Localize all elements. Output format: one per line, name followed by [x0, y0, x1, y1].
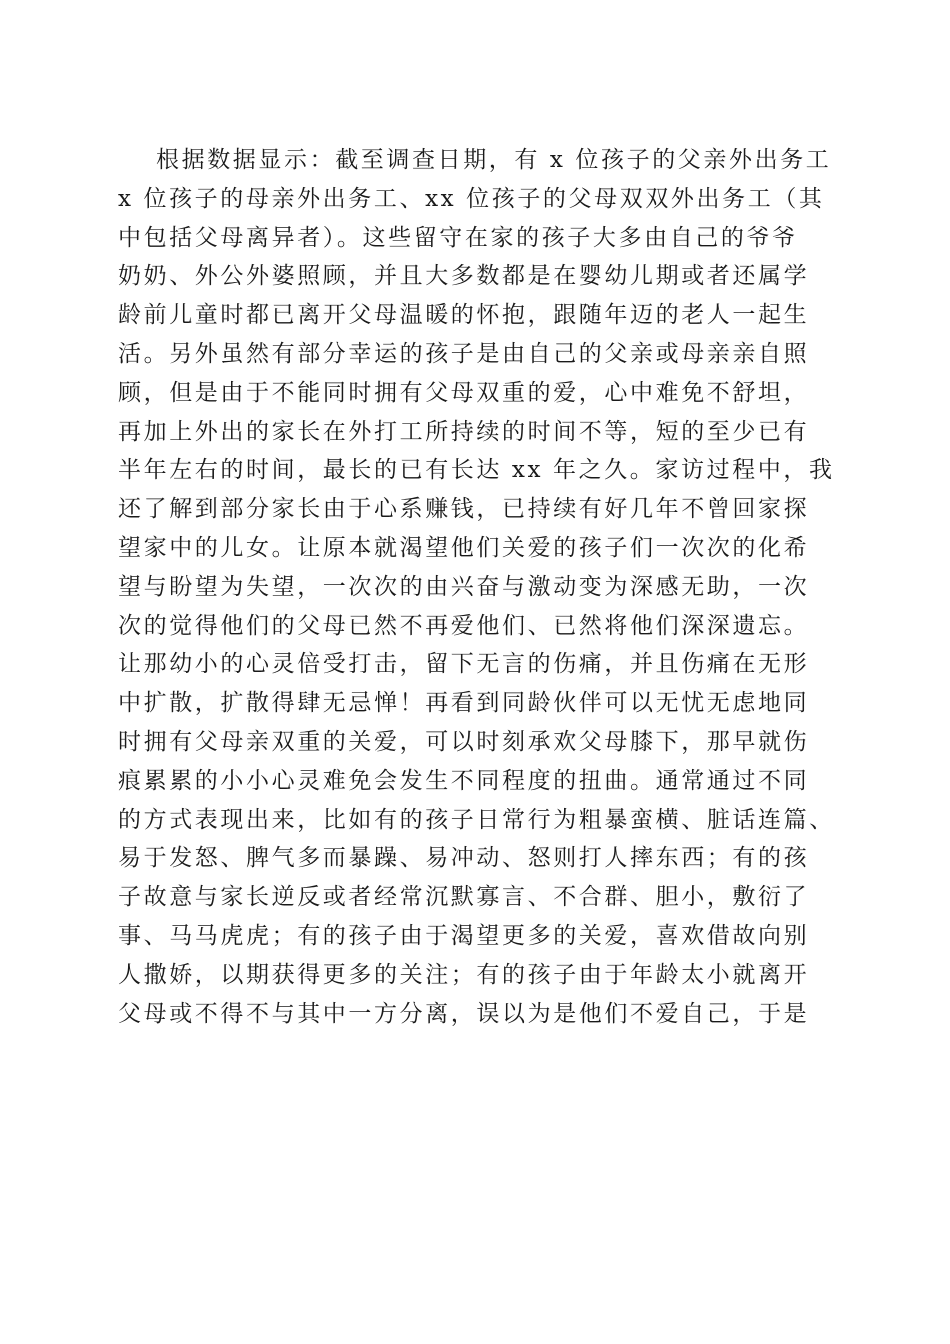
paragraph-line: 子故意与家长逆反或者经常沉默寡言、不合群、胆小，敷衍了	[118, 884, 810, 911]
paragraph-line: 时拥有父母亲双重的关爱，可以时刻承欢父母膝下，那早就伤	[118, 728, 810, 755]
paragraph-line: 中扩散，扩散得肆无忌惮！再看到同龄伙伴可以无忧无虑地同	[118, 690, 810, 717]
paragraph-line: 活。另外虽然有部分幸运的孩子是由自己的父亲或母亲亲自照	[118, 340, 810, 367]
paragraph-line: 望与盼望为失望，一次次的由兴奋与激动变为深感无助，一次	[118, 573, 810, 600]
body-paragraph	[118, 141, 848, 1033]
paragraph-line: 痕累累的小小心灵难免会发生不同程度的扭曲。通常通过不同	[118, 767, 810, 794]
paragraph-line: 父母或不得不与其中一方分离，误以为是他们不爱自己，于是	[118, 1000, 810, 1027]
paragraph-line: 人撒娇，以期获得更多的关注；有的孩子由于年龄太小就离开	[118, 961, 810, 988]
paragraph-line: 还了解到部分家长由于心系赚钱，已持续有好几年不曾回家探	[118, 496, 810, 523]
paragraph-line: 的方式表现出来，比如有的孩子日常行为粗暴蛮横、脏话连篇、	[118, 806, 835, 833]
paragraph-line: 龄前儿童时都已离开父母温暖的怀抱，跟随年迈的老人一起生	[118, 302, 810, 329]
paragraph-line: 望家中的儿女。让原本就渴望他们关爱的孩子们一次次的化希	[118, 534, 810, 561]
paragraph-line: 再加上外出的家长在外打工所持续的时间不等，短的至少已有	[118, 418, 810, 445]
paragraph-line: 让那幼小的心灵倍受打击，留下无言的伤痛，并且伤痛在无形	[118, 651, 810, 678]
paragraph-line: 顾，但是由于不能同时拥有父母双重的爱，心中难免不舒坦，	[118, 379, 810, 406]
paragraph-line: 中包括父母离异者）。这些留守在家的孩子大多由自己的爷爷	[118, 224, 798, 251]
paragraph-line: 次的觉得他们的父母已然不再爱他们、已然将他们深深遗忘。	[118, 612, 810, 639]
paragraph-line: 奶奶、外公外婆照顾，并且大多数都是在婴幼儿期或者还属学	[118, 263, 810, 290]
paragraph-line: 半年左右的时间，最长的已有长达 xx 年之久。家访过程中，我	[118, 457, 835, 484]
paragraph-line: 事、马马虎虎；有的孩子由于渴望更多的关爱，喜欢借故向别	[118, 922, 810, 949]
paragraph-line: 根据数据显示：截至调查日期，有 x 位孩子的父亲外出务工	[156, 147, 832, 173]
paragraph-line: 易于发怒、脾气多而暴躁、易冲动、怒则打人摔东西；有的孩	[118, 845, 810, 872]
paragraph-line: x 位孩子的母亲外出务工、xx 位孩子的父母双双外出务工（其	[118, 185, 825, 212]
